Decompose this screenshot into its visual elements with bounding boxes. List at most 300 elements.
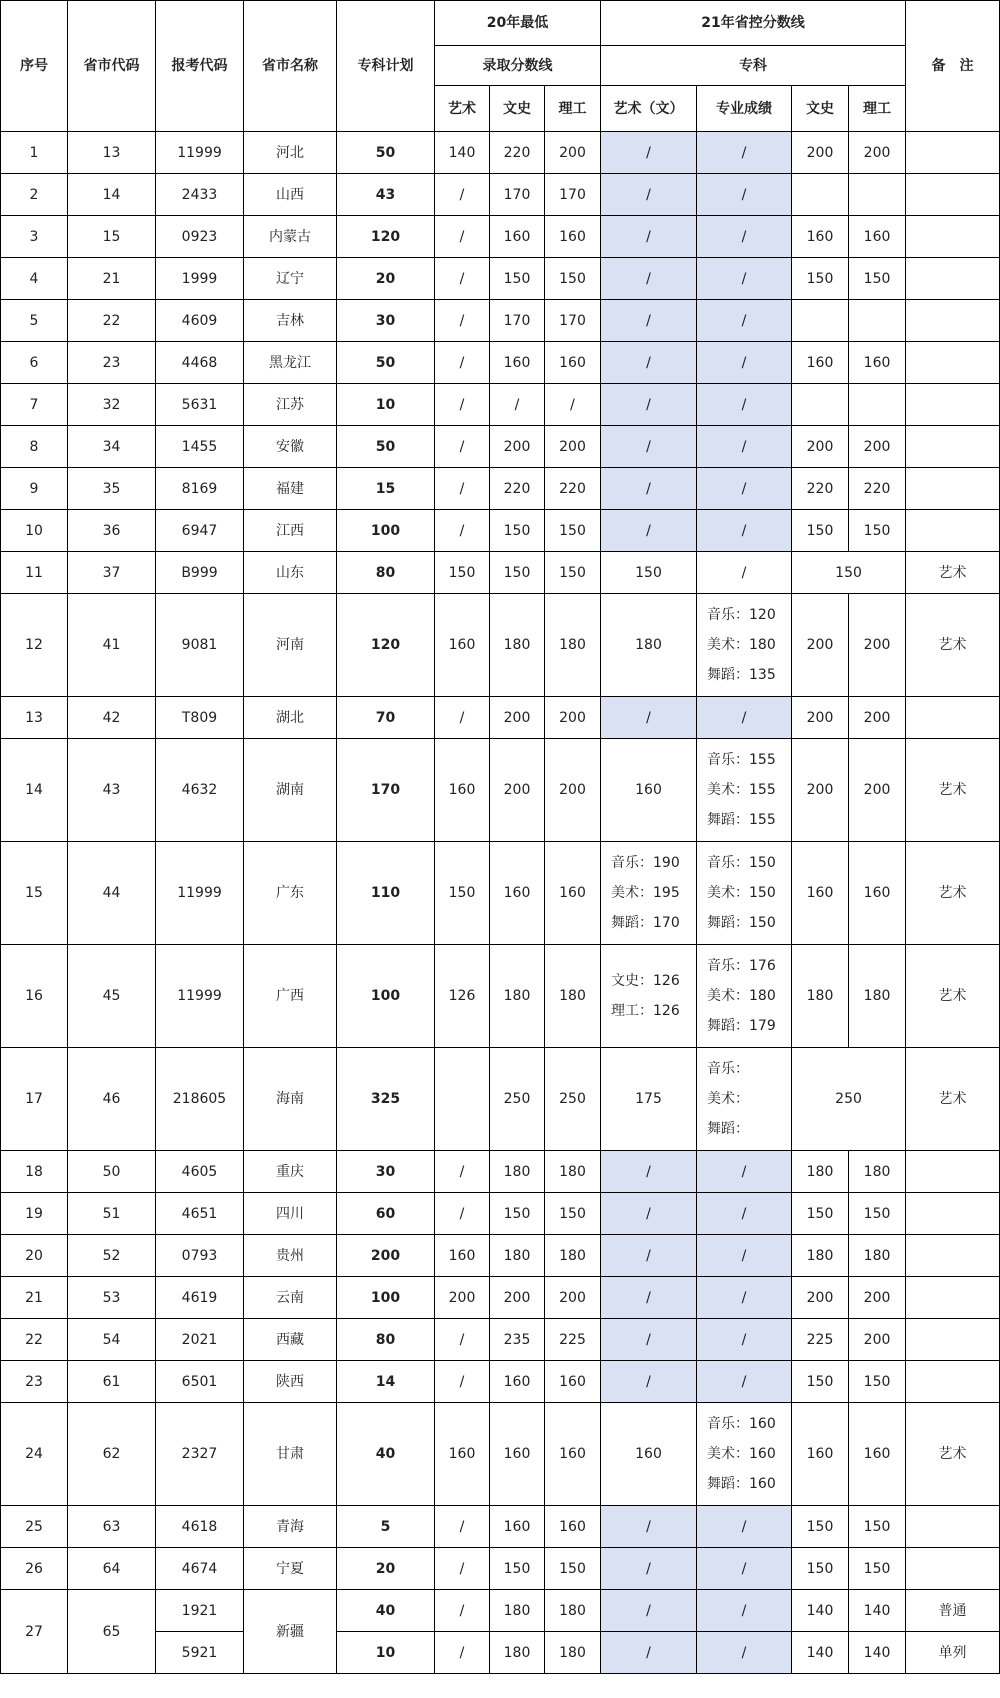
cell-wenshi-2021	[792, 300, 849, 342]
cell-exam-code: 9081	[156, 594, 244, 697]
cell-art-2020: 200	[435, 1277, 490, 1319]
cell-exam-code: 4632	[156, 739, 244, 842]
cell-wenshi-2020: 200	[490, 1277, 545, 1319]
cell-prof-2021-line: 音乐：160	[707, 1416, 776, 1432]
cell-no: 6	[1, 342, 68, 384]
cell-ligong-2021	[849, 300, 906, 342]
cell-code: 23	[68, 342, 156, 384]
cell-wenshi-2020: 250	[490, 1048, 545, 1151]
cell-wenshi-ligong-2021: 150	[792, 552, 906, 594]
cell-prof-2021-line: 美术：160	[707, 1446, 776, 1462]
cell-wenshi-2021: 180	[792, 1151, 849, 1193]
cell-art-2020: /	[435, 1590, 490, 1632]
cell-name: 内蒙古	[244, 216, 337, 258]
cell-note	[906, 1548, 1000, 1590]
cell-art-2021: 175	[601, 1048, 697, 1151]
cell-exam-code: 6501	[156, 1361, 244, 1403]
cell-art-2020: /	[435, 1632, 490, 1674]
cell-note: 艺术	[906, 739, 1000, 842]
cell-ligong-2020: 160	[545, 216, 601, 258]
cell-exam-code: T809	[156, 697, 244, 739]
cell-plan: 70	[337, 697, 435, 739]
cell-exam-code: 1455	[156, 426, 244, 468]
cell-art-2021: /	[601, 468, 697, 510]
cell-wenshi-2021: 150	[792, 1506, 849, 1548]
cell-art-2021: /	[601, 426, 697, 468]
cell-code: 37	[68, 552, 156, 594]
cell-plan: 14	[337, 1361, 435, 1403]
cell-plan: 80	[337, 552, 435, 594]
cell-art-2020: /	[435, 384, 490, 426]
table-row	[1, 739, 1000, 842]
cell-wenshi-2021: 160	[792, 842, 849, 945]
cell-ligong-2020: 250	[545, 1048, 601, 1151]
cell-art-2021: /	[601, 1361, 697, 1403]
cell-prof-2021: /	[697, 300, 792, 342]
cell-ligong-2020: 180	[545, 1235, 601, 1277]
cell-code: 22	[68, 300, 156, 342]
cell-name: 山西	[244, 174, 337, 216]
cell-plan: 15	[337, 468, 435, 510]
cell-prof-2021-line: 舞蹈：	[707, 1121, 749, 1137]
cell-wenshi-2021: 150	[792, 258, 849, 300]
cell-art-2021: /	[601, 1632, 697, 1674]
cell-name: 河南	[244, 594, 337, 697]
cell-art-2021: /	[601, 510, 697, 552]
cell-note	[906, 426, 1000, 468]
cell-name: 黑龙江	[244, 342, 337, 384]
cell-plan: 120	[337, 216, 435, 258]
cell-ligong-2020: 180	[545, 594, 601, 697]
cell-wenshi-2020: 150	[490, 258, 545, 300]
cell-name: 吉林	[244, 300, 337, 342]
cell-code: 50	[68, 1151, 156, 1193]
cell-plan: 43	[337, 174, 435, 216]
cell-wenshi-2020: 180	[490, 1632, 545, 1674]
cell-exam-code: 2327	[156, 1403, 244, 1506]
cell-plan: 325	[337, 1048, 435, 1151]
cell-no: 19	[1, 1193, 68, 1235]
cell-art-2021: /	[601, 1319, 697, 1361]
cell-ligong-2021: 180	[849, 1235, 906, 1277]
cell-wenshi-2020: 160	[490, 216, 545, 258]
cell-prof-2021-line: 美术：155	[707, 782, 776, 798]
cell-art-2020: 160	[435, 739, 490, 842]
cell-ligong-2021: 200	[849, 132, 906, 174]
cell-ligong-2021: 150	[849, 1506, 906, 1548]
cell-plan: 50	[337, 426, 435, 468]
table-row	[1, 1590, 1000, 1632]
cell-code: 45	[68, 945, 156, 1048]
cell-wenshi-2020: 180	[490, 1235, 545, 1277]
cell-art-2020: /	[435, 468, 490, 510]
cell-code: 14	[68, 174, 156, 216]
cell-art-2020: /	[435, 258, 490, 300]
cell-name: 广东	[244, 842, 337, 945]
table-row	[1, 300, 1000, 342]
table-row	[1, 1548, 1000, 1590]
cell-code: 13	[68, 132, 156, 174]
cell-ligong-2021: 200	[849, 697, 906, 739]
cell-note	[906, 468, 1000, 510]
cell-prof-2021: /	[697, 216, 792, 258]
cell-wenshi-2020: 220	[490, 468, 545, 510]
cell-exam-code: 4468	[156, 342, 244, 384]
cell-prof-2021: /	[697, 1506, 792, 1548]
cell-name: 江苏	[244, 384, 337, 426]
table-row	[1, 174, 1000, 216]
cell-wenshi-2020: 150	[490, 510, 545, 552]
cell-code: 62	[68, 1403, 156, 1506]
cell-art-2020: /	[435, 342, 490, 384]
cell-note	[906, 697, 1000, 739]
cell-wenshi-2021: 150	[792, 1361, 849, 1403]
cell-exam-code: 6947	[156, 510, 244, 552]
cell-prof-2021: /	[697, 1277, 792, 1319]
cell-note	[906, 1361, 1000, 1403]
cell-no: 12	[1, 594, 68, 697]
cell-code: 34	[68, 426, 156, 468]
cell-name: 湖南	[244, 739, 337, 842]
cell-art-2020: 150	[435, 842, 490, 945]
cell-ligong-2020: 150	[545, 552, 601, 594]
cell-no: 1	[1, 132, 68, 174]
cell-wenshi-2021: 150	[792, 1193, 849, 1235]
header-2021-sub: 专科	[601, 46, 906, 86]
cell-prof-2021-line: 音乐：176	[707, 958, 776, 974]
cell-art-2021	[601, 842, 697, 945]
cell-prof-2021: /	[697, 174, 792, 216]
cell-ligong-2021: 140	[849, 1590, 906, 1632]
cell-prof-2021: /	[697, 1151, 792, 1193]
cell-art-2021	[601, 945, 697, 1048]
cell-art-2020: 140	[435, 132, 490, 174]
cell-code: 43	[68, 739, 156, 842]
cell-prof-2021-line: 美术：	[707, 1091, 749, 1107]
cell-ligong-2020: 160	[545, 1361, 601, 1403]
table-row	[1, 216, 1000, 258]
cell-plan: 30	[337, 1151, 435, 1193]
cell-ligong-2020: 150	[545, 258, 601, 300]
cell-note: 艺术	[906, 945, 1000, 1048]
cell-prof-2021: /	[697, 384, 792, 426]
cell-no: 15	[1, 842, 68, 945]
cell-wenshi-2021: 200	[792, 697, 849, 739]
cell-note: 艺术	[906, 552, 1000, 594]
cell-art-2021-line: 理工：126	[611, 1003, 680, 1019]
cell-art-2020: /	[435, 1193, 490, 1235]
cell-ligong-2020: 180	[545, 1590, 601, 1632]
cell-code: 53	[68, 1277, 156, 1319]
header-2021: 21年省控分数线	[601, 1, 906, 46]
cell-art-2020: 160	[435, 594, 490, 697]
cell-no: 22	[1, 1319, 68, 1361]
cell-exam-code: 5631	[156, 384, 244, 426]
cell-name: 湖北	[244, 697, 337, 739]
cell-note: 普通	[906, 1590, 1000, 1632]
cell-wenshi-2020: 180	[490, 1590, 545, 1632]
cell-wenshi-2020: 150	[490, 1193, 545, 1235]
cell-name: 广西	[244, 945, 337, 1048]
cell-ligong-2020: 180	[545, 1151, 601, 1193]
header-ligong-2020: 理工	[545, 86, 601, 132]
table-row	[1, 945, 1000, 1048]
cell-art-2020: 150	[435, 552, 490, 594]
cell-wenshi-2021: 140	[792, 1632, 849, 1674]
cell-wenshi-2020: 200	[490, 426, 545, 468]
cell-ligong-2020: 170	[545, 174, 601, 216]
cell-art-2021: 150	[601, 552, 697, 594]
cell-ligong-2021: 140	[849, 1632, 906, 1674]
cell-name: 新疆	[244, 1590, 337, 1674]
cell-prof-2021: /	[697, 132, 792, 174]
cell-ligong-2021: 150	[849, 1193, 906, 1235]
cell-wenshi-2021: 150	[792, 510, 849, 552]
cell-name: 辽宁	[244, 258, 337, 300]
cell-note	[906, 174, 1000, 216]
cell-prof-2021: /	[697, 258, 792, 300]
cell-wenshi-2020: 150	[490, 552, 545, 594]
cell-ligong-2020: 180	[545, 1632, 601, 1674]
cell-name: 安徽	[244, 426, 337, 468]
cell-no: 17	[1, 1048, 68, 1151]
header-art-wen-2021: 艺术（文）	[601, 86, 697, 132]
cell-art-2020: 160	[435, 1235, 490, 1277]
table-row	[1, 1193, 1000, 1235]
cell-prof-2021	[697, 1048, 792, 1151]
cell-note	[906, 1235, 1000, 1277]
cell-ligong-2021: 150	[849, 1361, 906, 1403]
cell-art-2020: /	[435, 1506, 490, 1548]
cell-prof-2021-line: 音乐：	[707, 1061, 749, 1077]
cell-prof-2021: /	[697, 342, 792, 384]
cell-no: 5	[1, 300, 68, 342]
cell-ligong-2021: 150	[849, 1548, 906, 1590]
cell-art-2020: 126	[435, 945, 490, 1048]
cell-code: 44	[68, 842, 156, 945]
cell-wenshi-2021: 160	[792, 342, 849, 384]
cell-art-2021-line: 舞蹈：170	[611, 915, 680, 931]
cell-ligong-2021: 220	[849, 468, 906, 510]
cell-code: 36	[68, 510, 156, 552]
cell-ligong-2020: 200	[545, 1277, 601, 1319]
cell-ligong-2020: 200	[545, 697, 601, 739]
cell-wenshi-2021: 180	[792, 945, 849, 1048]
cell-exam-code: 8169	[156, 468, 244, 510]
cell-plan: 30	[337, 300, 435, 342]
cell-ligong-2021: 180	[849, 945, 906, 1048]
cell-name: 陕西	[244, 1361, 337, 1403]
table-row	[1, 384, 1000, 426]
cell-code: 46	[68, 1048, 156, 1151]
cell-art-2020: /	[435, 1548, 490, 1590]
cell-art-2021: 180	[601, 594, 697, 697]
cell-art-2021: /	[601, 132, 697, 174]
cell-note	[906, 132, 1000, 174]
cell-ligong-2021: 200	[849, 1319, 906, 1361]
table-row	[1, 1235, 1000, 1277]
cell-no: 9	[1, 468, 68, 510]
cell-art-2021: /	[601, 216, 697, 258]
cell-note	[906, 1277, 1000, 1319]
cell-prof-2021	[697, 594, 792, 697]
cell-no: 14	[1, 739, 68, 842]
cell-prof-2021-line: 音乐：120	[707, 607, 776, 623]
cell-prof-2021-line: 舞蹈：160	[707, 1476, 776, 1492]
cell-exam-code: B999	[156, 552, 244, 594]
cell-wenshi-2020: 235	[490, 1319, 545, 1361]
cell-name: 河北	[244, 132, 337, 174]
cell-art-2020: /	[435, 510, 490, 552]
cell-name: 四川	[244, 1193, 337, 1235]
cell-note	[906, 342, 1000, 384]
cell-no: 8	[1, 426, 68, 468]
cell-prof-2021	[697, 945, 792, 1048]
cell-wenshi-2021: 200	[792, 1277, 849, 1319]
table-row	[1, 1361, 1000, 1403]
cell-exam-code: 4618	[156, 1506, 244, 1548]
cell-prof-2021: /	[697, 1235, 792, 1277]
cell-plan: 170	[337, 739, 435, 842]
table-body	[1, 132, 1000, 1674]
cell-wenshi-2020: 150	[490, 1548, 545, 1590]
cell-plan: 100	[337, 510, 435, 552]
cell-no: 21	[1, 1277, 68, 1319]
cell-wenshi-2020: 160	[490, 342, 545, 384]
cell-ligong-2020: 150	[545, 1193, 601, 1235]
table-row	[1, 1277, 1000, 1319]
cell-ligong-2020: 160	[545, 842, 601, 945]
cell-prof-2021: /	[697, 510, 792, 552]
cell-art-2021: 160	[601, 1403, 697, 1506]
cell-plan: 10	[337, 1632, 435, 1674]
cell-wenshi-2020: 180	[490, 945, 545, 1048]
cell-art-2021: /	[601, 1193, 697, 1235]
cell-prof-2021	[697, 1403, 792, 1506]
cell-no: 23	[1, 1361, 68, 1403]
cell-plan: 5	[337, 1506, 435, 1548]
cell-plan: 100	[337, 1277, 435, 1319]
header-code: 省市代码	[68, 1, 156, 132]
cell-exam-code: 11999	[156, 842, 244, 945]
cell-prof-2021: /	[697, 1361, 792, 1403]
cell-plan: 120	[337, 594, 435, 697]
cell-name: 重庆	[244, 1151, 337, 1193]
cell-plan: 40	[337, 1403, 435, 1506]
cell-prof-2021	[697, 739, 792, 842]
cell-ligong-2021: 150	[849, 510, 906, 552]
cell-exam-code: 1999	[156, 258, 244, 300]
cell-code: 42	[68, 697, 156, 739]
cell-name: 福建	[244, 468, 337, 510]
cell-art-2020: /	[435, 426, 490, 468]
table-row	[1, 1403, 1000, 1506]
cell-prof-2021-line: 舞蹈：150	[707, 915, 776, 931]
cell-art-2020: /	[435, 1151, 490, 1193]
cell-art-2021: 160	[601, 739, 697, 842]
cell-prof-2021-line: 舞蹈：179	[707, 1018, 776, 1034]
cell-no: 25	[1, 1506, 68, 1548]
cell-no: 13	[1, 697, 68, 739]
cell-exam-code: 4651	[156, 1193, 244, 1235]
cell-code: 32	[68, 384, 156, 426]
cell-wenshi-2021: 160	[792, 216, 849, 258]
cell-wenshi-2020: 180	[490, 1151, 545, 1193]
header-no: 序号	[1, 1, 68, 132]
cell-code: 15	[68, 216, 156, 258]
cell-wenshi-2021: 200	[792, 739, 849, 842]
cell-prof-2021	[697, 842, 792, 945]
cell-exam-code: 4619	[156, 1277, 244, 1319]
cell-note: 单列	[906, 1632, 1000, 1674]
cell-ligong-2020: /	[545, 384, 601, 426]
cell-plan: 60	[337, 1193, 435, 1235]
header-wenshi-2021: 文史	[792, 86, 849, 132]
cell-art-2021: /	[601, 1235, 697, 1277]
cell-note: 艺术	[906, 1048, 1000, 1151]
cell-no: 24	[1, 1403, 68, 1506]
cell-plan: 110	[337, 842, 435, 945]
cell-prof-2021: /	[697, 426, 792, 468]
table-row	[1, 1151, 1000, 1193]
cell-wenshi-ligong-2021: 250	[792, 1048, 906, 1151]
cell-exam-code: 2433	[156, 174, 244, 216]
table-row	[1, 1048, 1000, 1151]
cell-no: 16	[1, 945, 68, 1048]
cell-art-2021-line: 音乐：190	[611, 855, 680, 871]
cell-code: 63	[68, 1506, 156, 1548]
cell-name: 山东	[244, 552, 337, 594]
cell-prof-2021-line: 美术：180	[707, 637, 776, 653]
cell-art-2020: /	[435, 697, 490, 739]
header-2020: 20年最低	[435, 1, 601, 46]
cell-code: 21	[68, 258, 156, 300]
cell-no: 3	[1, 216, 68, 258]
cell-ligong-2021	[849, 174, 906, 216]
cell-exam-code: 0923	[156, 216, 244, 258]
cell-no: 20	[1, 1235, 68, 1277]
table-row	[1, 842, 1000, 945]
cell-prof-2021-line: 舞蹈：155	[707, 812, 776, 828]
cell-wenshi-2020: 180	[490, 594, 545, 697]
cell-name: 云南	[244, 1277, 337, 1319]
cell-code: 65	[68, 1590, 156, 1674]
cell-note: 艺术	[906, 594, 1000, 697]
cell-note	[906, 1151, 1000, 1193]
cell-art-2020: 160	[435, 1403, 490, 1506]
cell-wenshi-2020: 170	[490, 300, 545, 342]
cell-prof-2021: /	[697, 1632, 792, 1674]
cell-name: 宁夏	[244, 1548, 337, 1590]
header-exam-code: 报考代码	[156, 1, 244, 132]
cell-wenshi-2021: 160	[792, 1403, 849, 1506]
table-row	[1, 594, 1000, 697]
cell-ligong-2020: 200	[545, 426, 601, 468]
cell-name: 贵州	[244, 1235, 337, 1277]
header-wenshi-2020: 文史	[490, 86, 545, 132]
table-row	[1, 342, 1000, 384]
cell-art-2020: /	[435, 1319, 490, 1361]
cell-name: 甘肃	[244, 1403, 337, 1506]
cell-ligong-2020: 150	[545, 510, 601, 552]
cell-art-2021: /	[601, 174, 697, 216]
cell-art-2020: /	[435, 216, 490, 258]
cell-art-2021-line: 文史：126	[611, 973, 680, 989]
cell-wenshi-2021: 180	[792, 1235, 849, 1277]
cell-code: 61	[68, 1361, 156, 1403]
header-prof-2021: 专业成绩	[697, 86, 792, 132]
table-row	[1, 258, 1000, 300]
